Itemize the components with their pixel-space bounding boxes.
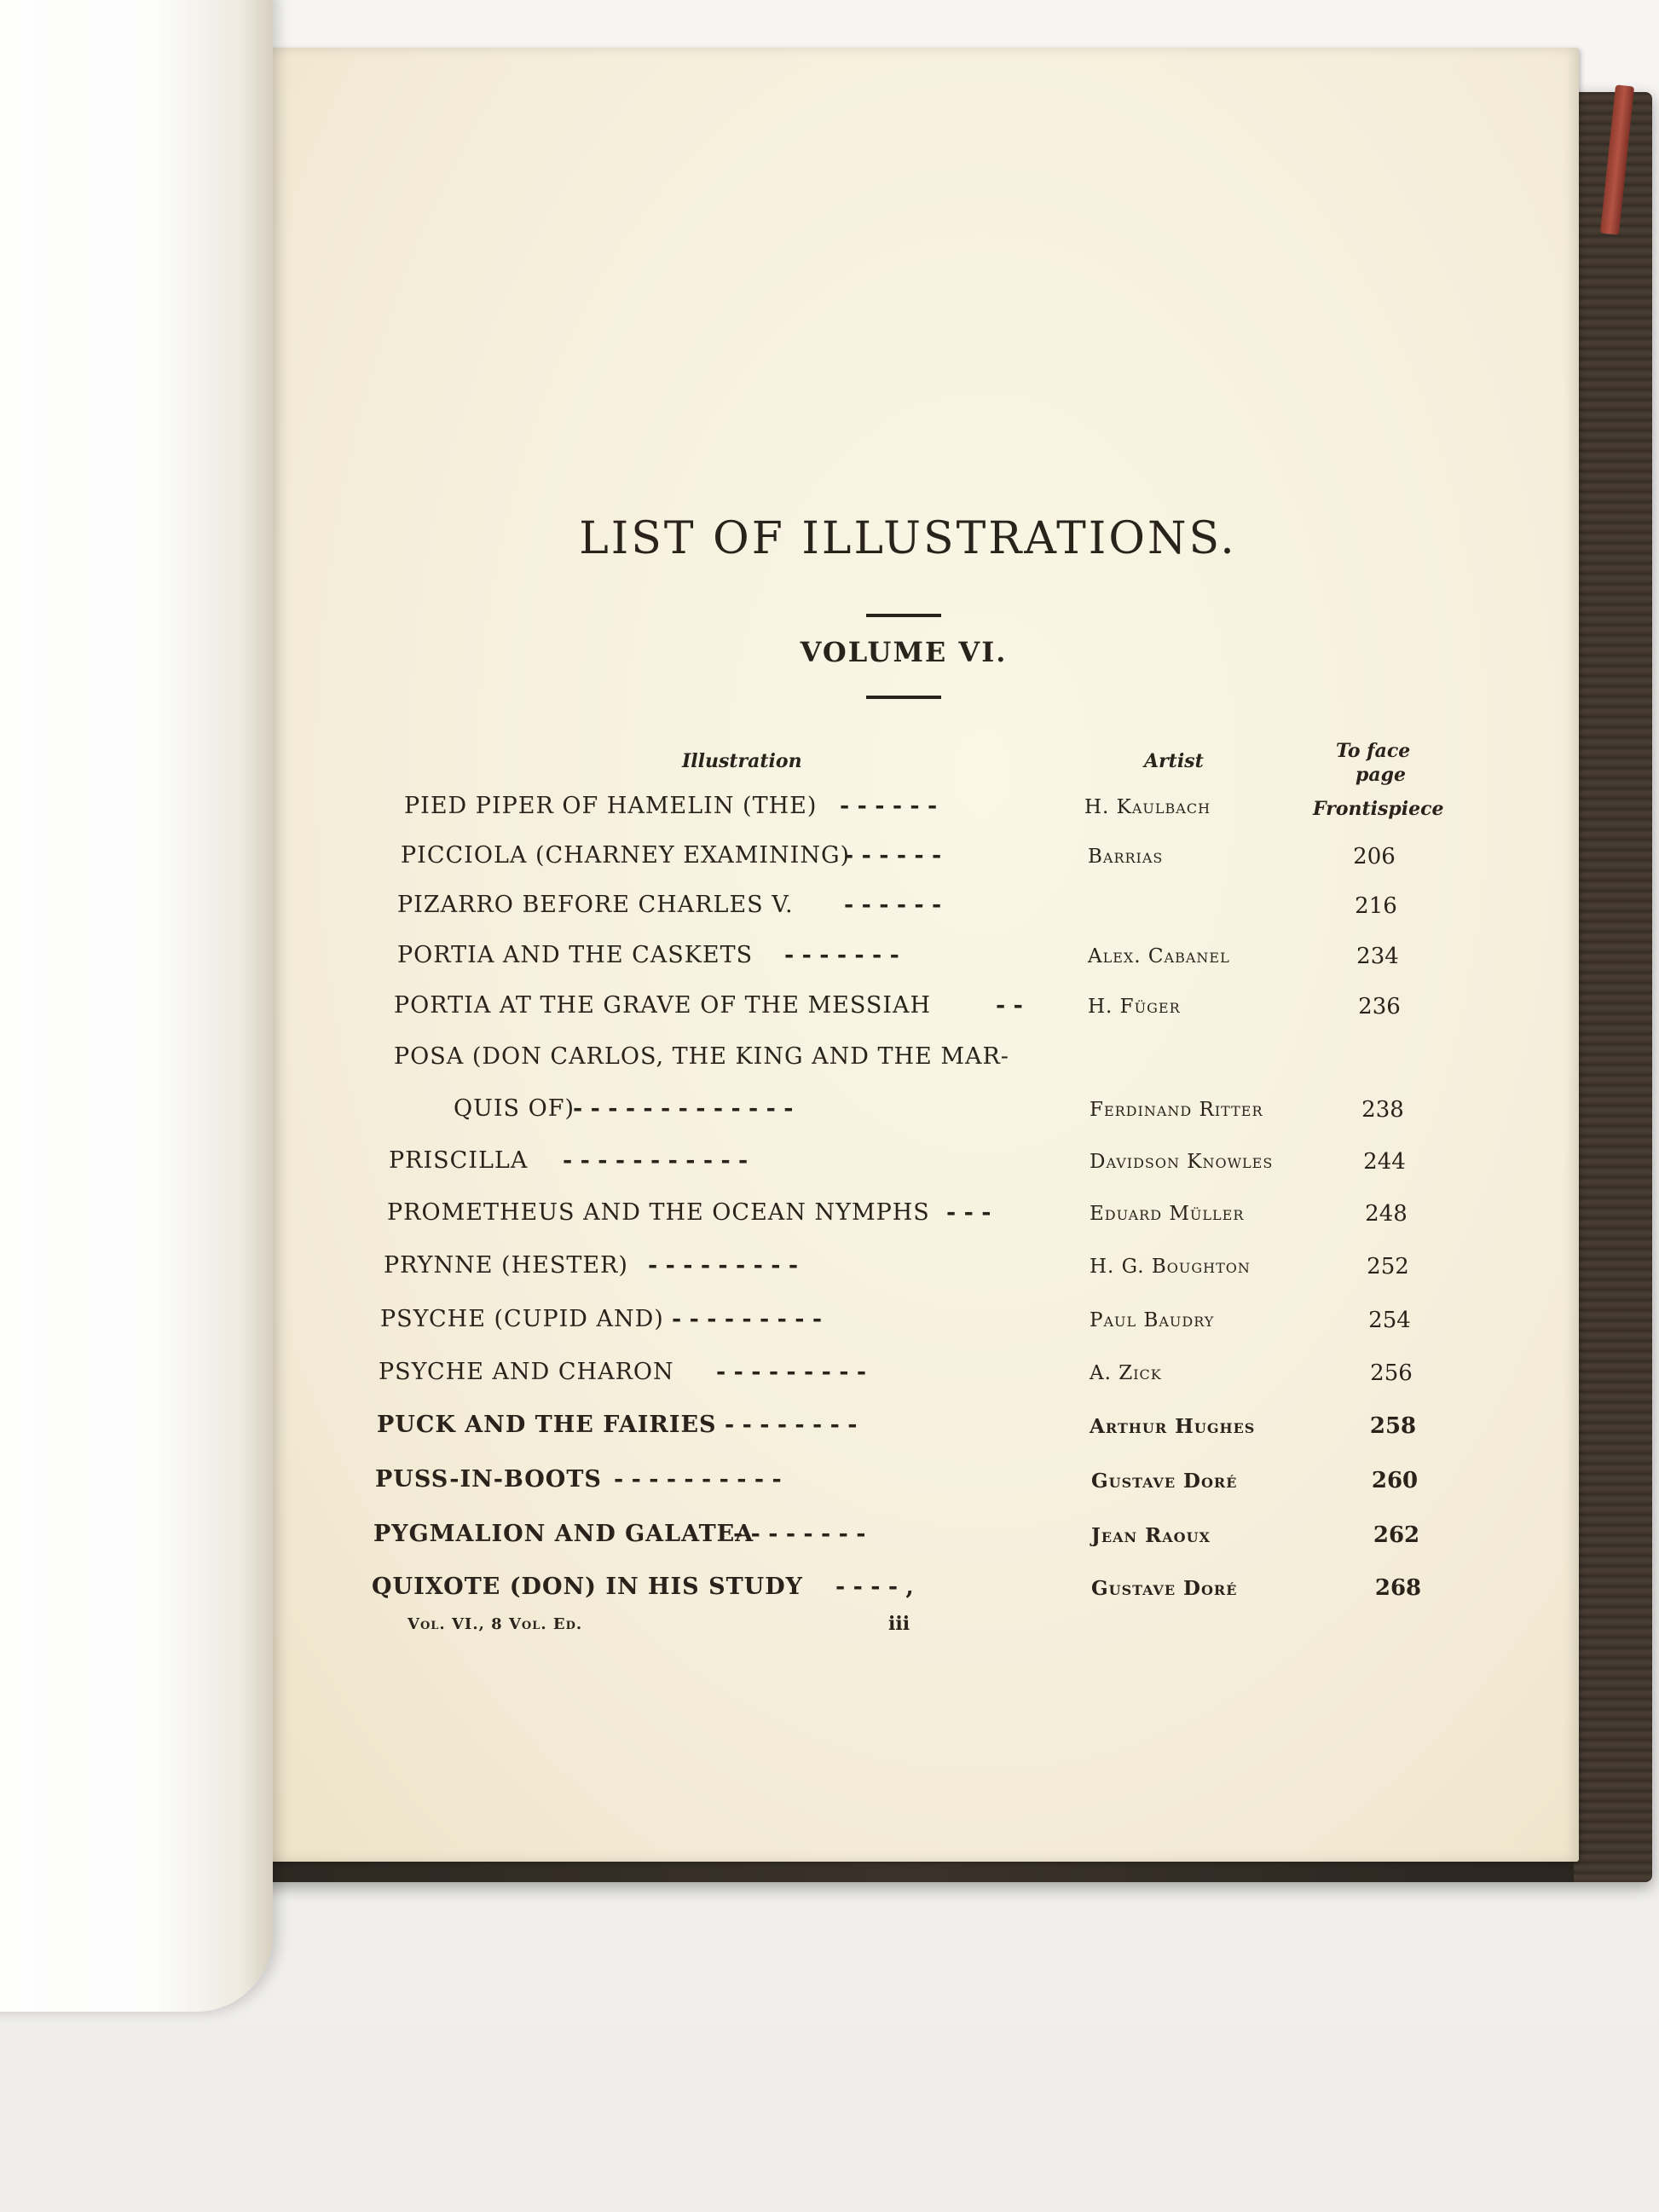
page-number: iii <box>888 1613 910 1635</box>
artist-name: H. Kaulbach <box>1084 796 1211 818</box>
leader-dots: - - <box>996 992 1023 1019</box>
column-header-page-line2: page <box>1356 764 1407 786</box>
page-reference: 238 <box>1361 1097 1404 1123</box>
artist-name: A. Zick <box>1090 1362 1162 1384</box>
artist-name: Gustave Doré <box>1091 1470 1238 1493</box>
flyleaf-page <box>0 0 273 2012</box>
page-reference: 234 <box>1356 944 1399 969</box>
leader-dots: - - - - - - - - - - - <box>563 1147 749 1174</box>
leader-dots: - - - - - - - <box>784 942 899 968</box>
page-reference: 236 <box>1358 994 1401 1019</box>
leader-dots: - - - - - - - - - <box>648 1252 799 1279</box>
illustration-title: PRISCILLA <box>389 1147 529 1174</box>
illustration-title: POSA (DON CARLOS, THE KING AND THE MAR- <box>394 1043 1009 1070</box>
artist-name: Arthur Hughes <box>1090 1415 1256 1438</box>
column-header-illustration: Illustration <box>682 750 802 772</box>
leader-dots: - - - - - - - - - <box>716 1359 867 1385</box>
artist-name: Paul Baudry <box>1090 1309 1215 1331</box>
artist-name: Alex. Cabanel <box>1088 945 1230 967</box>
page-reference: 216 <box>1355 893 1397 919</box>
page-reference: Frontispiece <box>1313 798 1444 820</box>
illustration-title: PORTIA AND THE CASKETS <box>397 942 754 968</box>
artist-name: Barrias <box>1088 846 1164 868</box>
leader-dots: - - - - , <box>835 1574 914 1600</box>
illustration-title: PROMETHEUS AND THE OCEAN NYMPHS <box>387 1199 930 1226</box>
page-reference: 248 <box>1365 1201 1408 1227</box>
page-reference: 252 <box>1367 1254 1409 1279</box>
page-reference: 268 <box>1374 1575 1422 1601</box>
leader-dots: - - - - - - - - <box>725 1412 858 1438</box>
illustration-title: QUIS OF) <box>454 1095 575 1122</box>
artist-name: Ferdinand Ritter <box>1090 1099 1263 1121</box>
artist-name: Eduard Müller <box>1090 1203 1245 1225</box>
page-reference: 258 <box>1369 1413 1417 1439</box>
leader-dots: - - - - - - <box>840 793 938 819</box>
leader-dots: - - - - - - <box>844 842 942 869</box>
leader-dots: - - - - - - - - <box>733 1521 866 1547</box>
edition-note: Vol. VI., 8 Vol. Ed. <box>408 1615 583 1633</box>
illustration-title: PIZARRO BEFORE CHARLES V. <box>397 892 794 918</box>
illustration-title: PORTIA AT THE GRAVE OF THE MESSIAH <box>394 992 932 1019</box>
leader-dots: - - - - - - - - - <box>672 1306 823 1332</box>
column-header-artist: Artist <box>1144 750 1204 772</box>
illustration-title: PUCK AND THE FAIRIES <box>377 1412 717 1438</box>
illustration-title: QUIXOTE (DON) IN HIS STUDY <box>372 1574 803 1600</box>
leader-dots: - - - - - - - - - - - - - <box>573 1095 794 1122</box>
illustration-title: PIED PIPER OF HAMELIN (THE) <box>404 793 818 819</box>
volume-heading: VOLUME VI. <box>800 636 1008 668</box>
page-reference: 206 <box>1353 844 1396 869</box>
title-rule-bottom <box>866 696 941 699</box>
page-title: LIST OF ILLUSTRATIONS. <box>579 513 1237 564</box>
illustration-title: PSYCHE (CUPID AND) <box>380 1306 664 1332</box>
page-reference: 254 <box>1368 1308 1411 1333</box>
page-reference: 262 <box>1373 1522 1420 1548</box>
artist-name: Gustave Doré <box>1091 1577 1238 1600</box>
artist-name: Davidson Knowles <box>1090 1151 1274 1173</box>
leader-dots: - - - - - - <box>844 892 942 918</box>
illustration-title: PYGMALION AND GALATEA <box>373 1521 754 1547</box>
illustration-title: PICCIOLA (CHARNEY EXAMINING) <box>401 842 851 869</box>
page-reference: 256 <box>1370 1360 1413 1386</box>
leader-dots: - - - <box>946 1199 991 1226</box>
artist-name: Jean Raoux <box>1091 1524 1211 1547</box>
artist-name: H. Füger <box>1088 996 1181 1018</box>
page-reference: 260 <box>1371 1468 1419 1493</box>
artist-name: H. G. Boughton <box>1090 1256 1251 1278</box>
illustration-title: PUSS-IN-BOOTS <box>375 1466 602 1493</box>
illustration-title: PRYNNE (HESTER) <box>384 1252 628 1279</box>
title-rule-top <box>866 614 941 617</box>
column-header-page-line1: To face <box>1336 740 1411 762</box>
leader-dots: - - - - - - - - - - <box>614 1466 782 1493</box>
illustration-title: PSYCHE AND CHARON <box>379 1359 674 1385</box>
page-reference: 244 <box>1363 1149 1406 1175</box>
